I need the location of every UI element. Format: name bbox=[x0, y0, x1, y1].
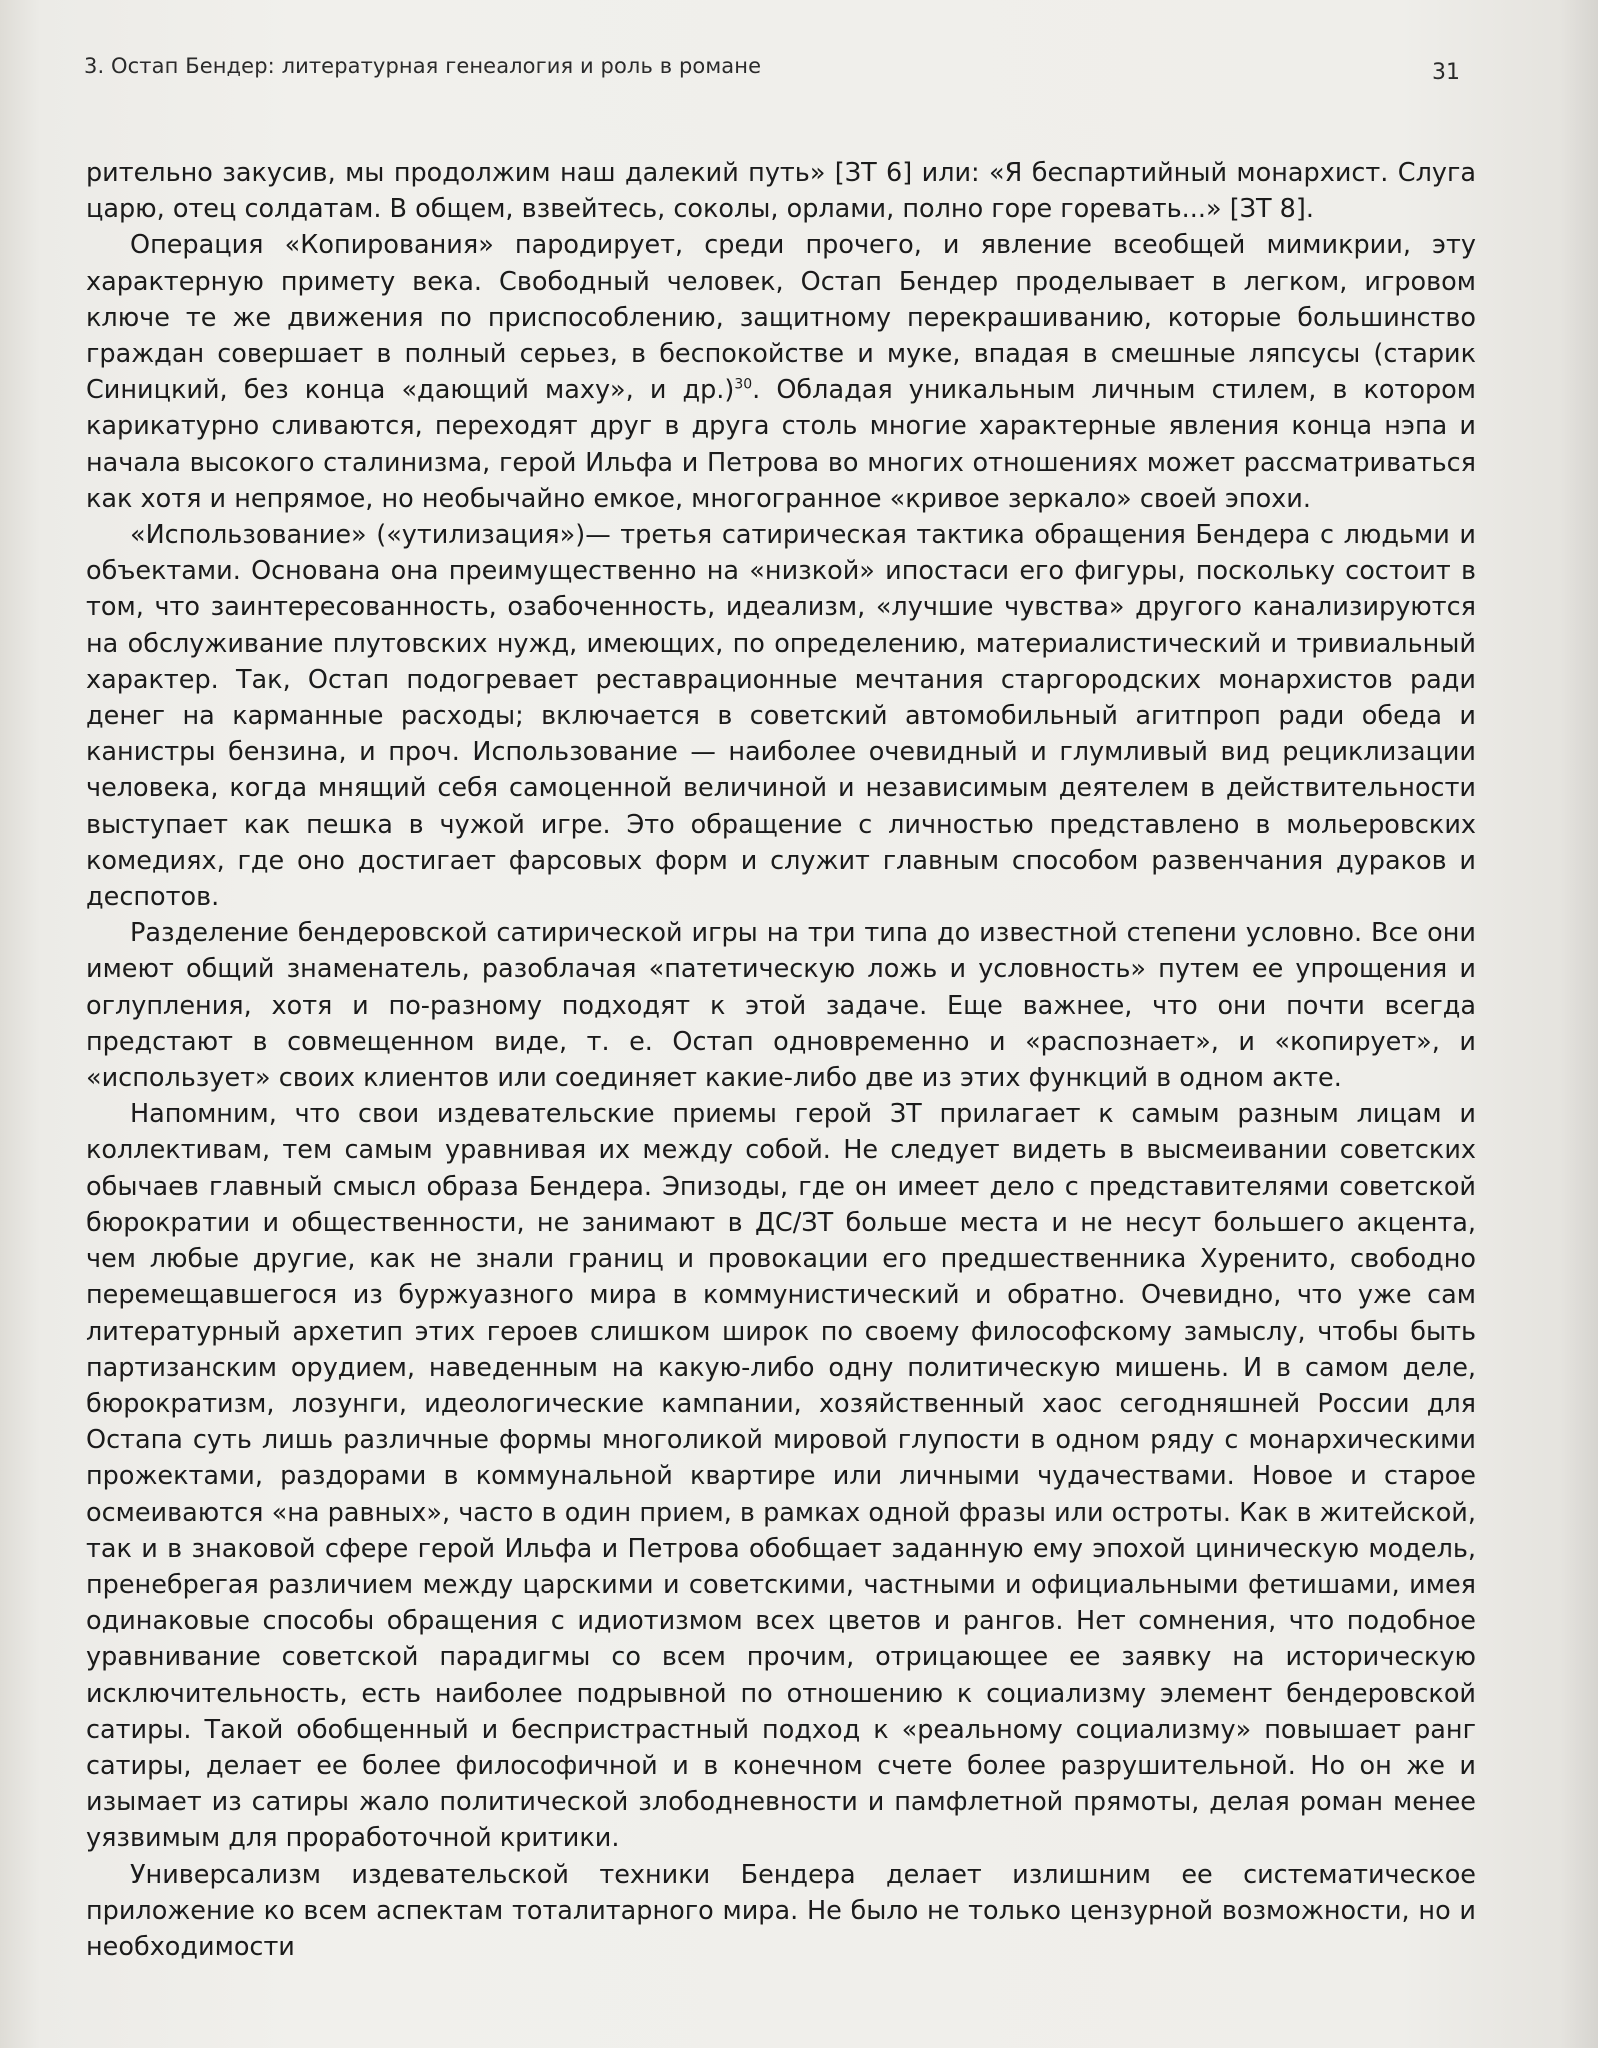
body-text bbox=[86, 155, 1476, 1965]
paragraph-6: Универсализм издевательской техники Бендера делает излишним ее систематическое приложение ко всем аспектам тоталитарного мира. Не было не только цензурной возможности, но и необходимости bbox=[86, 1859, 1476, 1962]
paragraph-3: «Использование» («утилизация»)— третья сатирическая тактика обращения Бендера с людьми и объектами. Основана она преимущественно на «низкой» ипостаси его фигуры, поскольку состоит в том, что заинтересованность, озабоченность, идеализм, «лучшие чувства» другого канализируются на обслуживание плутовских нужд, имеющих, по определению, материалистический и тривиальный характер. Так, Остап подогревает реставрационные мечтания старгородских монархистов ради денег на карманные расходы; включается в советский автомобильный агитпроп ради обеда и канистры бензина, и проч. Использование — наиболее очевидный и глумливый вид рециклизации человека, когда мнящий себя самоценной величиной и независимым деятелем в действительности выступает как пешка в чужой игре. Это обращение с личностью представлено в мольеровских комедиях, где оно достигает фарсовых форм и служит главным способом развенчания дураков и деспотов. bbox=[86, 520, 1476, 913]
paragraph-2-text-a: Операция «Копирования» пародирует, среди прочего, и явление всеобщей мимикрии, эту характерную примету века. Свободный человек, Остап Бендер проделывает в легком, игровом ключе те же движения по приспособлению, защитному перекрашиванию, которые большинство граждан совершает в полный серьез, в беспокойстве и муке, впадая в смешные ляпсусы (старик Синицкий, без конца «дающий маху», и др.) bbox=[86, 230, 1476, 406]
paragraph-4: Разделение бендеровской сатирической игры на три типа до известной степени условно. Все они имеют общий знаменатель, разоблачая «патетическую ложь и условность» путем ее упрощения и оглупления, хотя и по-разному подходят к этой задаче. Еще важнее, что они почти всегда предстают в совмещенном виде, т. е. Остап одновременно и «распознает», и «копирует», и «использует» своих клиентов или соединяет какие-либо две из этих функций в одном акте. bbox=[86, 918, 1476, 1094]
paragraph-1: рительно закусив, мы продолжим наш далекий путь» [ЗТ 6] или: «Я беспартийный монархист. Слуга царю, отец солдатам. В общем, взвейтесь, соколы, орлами, полно горе горевать...» [ЗТ 8]. bbox=[86, 158, 1476, 225]
paragraph-2 bbox=[86, 227, 1476, 517]
footnote-ref-30: 30 bbox=[734, 376, 753, 393]
page-edge-shadow bbox=[1560, 0, 1598, 2048]
page-number: 31 bbox=[1432, 60, 1460, 85]
running-head: 3. Остап Бендер: литературная генеалогия и роль в романе bbox=[84, 54, 762, 78]
paragraph-2-text-b: . Обладая уникальным личным стилем, в котором карикатурно сливаются, переходят друг в друга столь многие характерные явления конца нэпа и начала высокого сталинизма, герой Ильфа и Петрова во многих отношениях может рассматриваться как хотя и непрямое, но необычайно емкое, многогранное «кривое зеркало» своей эпохи. bbox=[86, 375, 1476, 514]
paragraph-5: Напомним, что свои издевательские приемы герой ЗТ прилагает к самым разным лицам и коллективам, тем самым уравнивая их между собой. Не следует видеть в высмеивании советских обычаев главный смысл образа Бендера. Эпизоды, где он имеет дело с представителями советской бюрократии и общественности, не занимают в ДС/ЗТ больше места и не несут большего акцента, чем любые другие, как не знали границ и провокации его предшественника Хуренито, свободно перемещавшегося из буржуазного мира в коммунистический и обратно. Очевидно, что уже сам литературный архетип этих героев слишком широк по своему философскому замыслу, чтобы быть партизанским орудием, наведенным на какую-либо одну политическую мишень. И в самом деле, бюрократизм, лозунги, идеологические кампании, хозяйственный хаос сегодняшней России для Остапа суть лишь различные формы многоликой мировой глупости в одном ряду с монархическими прожектами, раздорами в коммунальной квартире или личными чудачествами. Новое и старое осмеиваются «на равных», часто в один прием, в рамках одной фразы или остроты. Как в житейской, так и в знаковой сфере герой Ильфа и Петрова обобщает заданную ему эпохой циническую модель, пренебрегая различием между царскими и советскими, частными и официальными фетишами, имея одинаковые способы обращения с идиотизмом всех цветов и рангов. Нет сомнения, что подобное уравнивание советской парадигмы со всем прочим, отрицающее ее заявку на историческую исключительность, есть наиболее подрывной по отношению к социализму элемент бендеровской сатиры. Такой обобщенный и беспристрастный подход к «реальному социализму» повышает ранг сатиры, делает ее более философичной и в конечном счете более разрушительной. Но он же и изымает из сатиры жало политической злободневности и памфлетной прямоты, делая роман менее уязвимым для проработочной критики. bbox=[86, 1099, 1476, 1854]
